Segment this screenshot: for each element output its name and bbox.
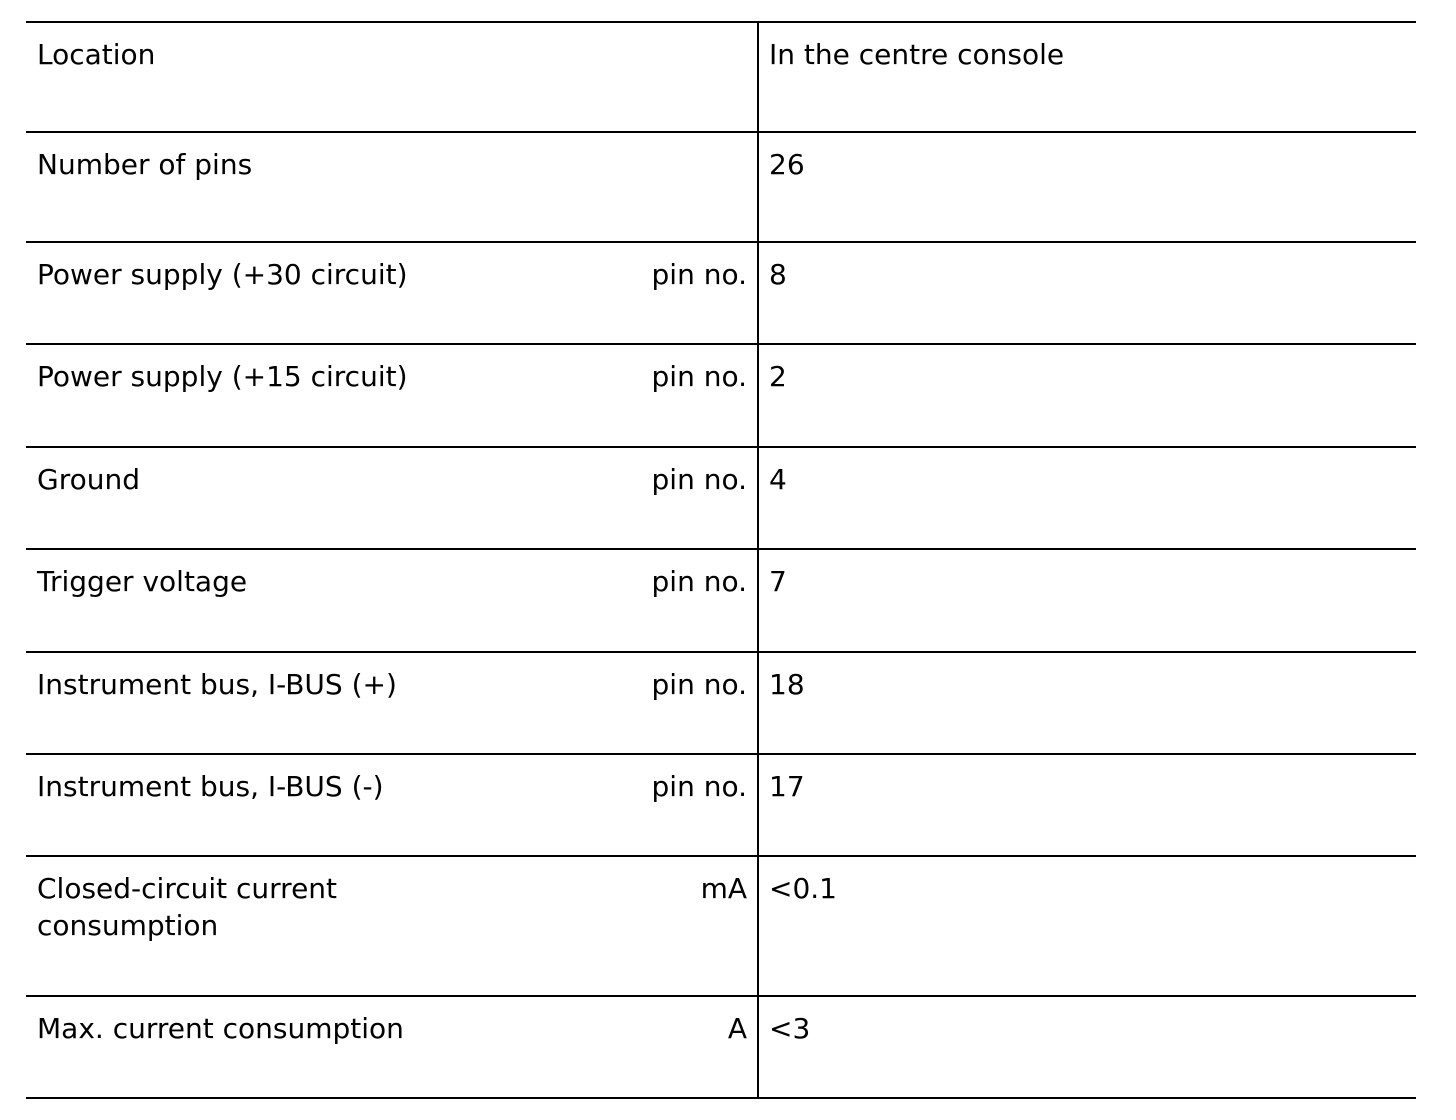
row-label-cell: [26, 242, 758, 344]
row-unit: pin no.: [651, 770, 747, 803]
table-row: [26, 856, 1416, 996]
row-unit: pin no.: [651, 668, 747, 701]
table-row: [26, 996, 1416, 1098]
row-value: 26: [769, 148, 805, 181]
row-label-cell: [26, 996, 758, 1098]
row-value: 7: [769, 565, 787, 598]
row-unit: pin no.: [651, 360, 747, 393]
row-unit: A: [727, 1012, 747, 1045]
row-value: <3: [769, 1012, 811, 1045]
row-label-cell: [26, 754, 758, 856]
row-value: 4: [769, 463, 787, 496]
table-row: [26, 344, 1416, 447]
row-value: 2: [769, 360, 787, 393]
row-value: 8: [769, 258, 787, 291]
row-label: Power supply (+15 circuit): [37, 360, 408, 393]
table-row: [26, 652, 1416, 754]
row-unit: pin no.: [651, 463, 747, 496]
row-value: <0.1: [769, 872, 837, 905]
row-label: Number of pins: [37, 148, 253, 181]
row-label-cell: [26, 549, 758, 652]
row-label: Closed-circuit current consumption: [37, 872, 338, 942]
table-row: [26, 22, 1416, 132]
row-label: Location: [37, 38, 156, 71]
row-value: In the centre console: [769, 38, 1065, 71]
row-label: Trigger voltage: [37, 565, 248, 598]
table-row: [26, 242, 1416, 344]
row-label-cell: [26, 652, 758, 754]
row-label: Power supply (+30 circuit): [37, 258, 408, 291]
table-row: [26, 754, 1416, 856]
row-label: Instrument bus, I-BUS (+): [37, 668, 397, 701]
spec-table: [26, 21, 1416, 1099]
row-label-cell: [26, 856, 758, 996]
row-label: Ground: [37, 463, 140, 496]
row-unit: pin no.: [651, 258, 747, 291]
row-value: 18: [769, 668, 805, 701]
row-label-cell: [26, 132, 758, 242]
table-row: [26, 132, 1416, 242]
row-value: 17: [769, 770, 805, 803]
row-label-cell: [26, 447, 758, 549]
table-row: [26, 549, 1416, 652]
row-label: Instrument bus, I-BUS (-): [37, 770, 384, 803]
table-row: [26, 447, 1416, 549]
row-unit: pin no.: [651, 565, 747, 598]
row-label: Max. current consumption: [37, 1012, 404, 1045]
row-unit: mA: [700, 872, 747, 905]
row-label-cell: [26, 344, 758, 447]
row-label-cell: [26, 22, 758, 132]
